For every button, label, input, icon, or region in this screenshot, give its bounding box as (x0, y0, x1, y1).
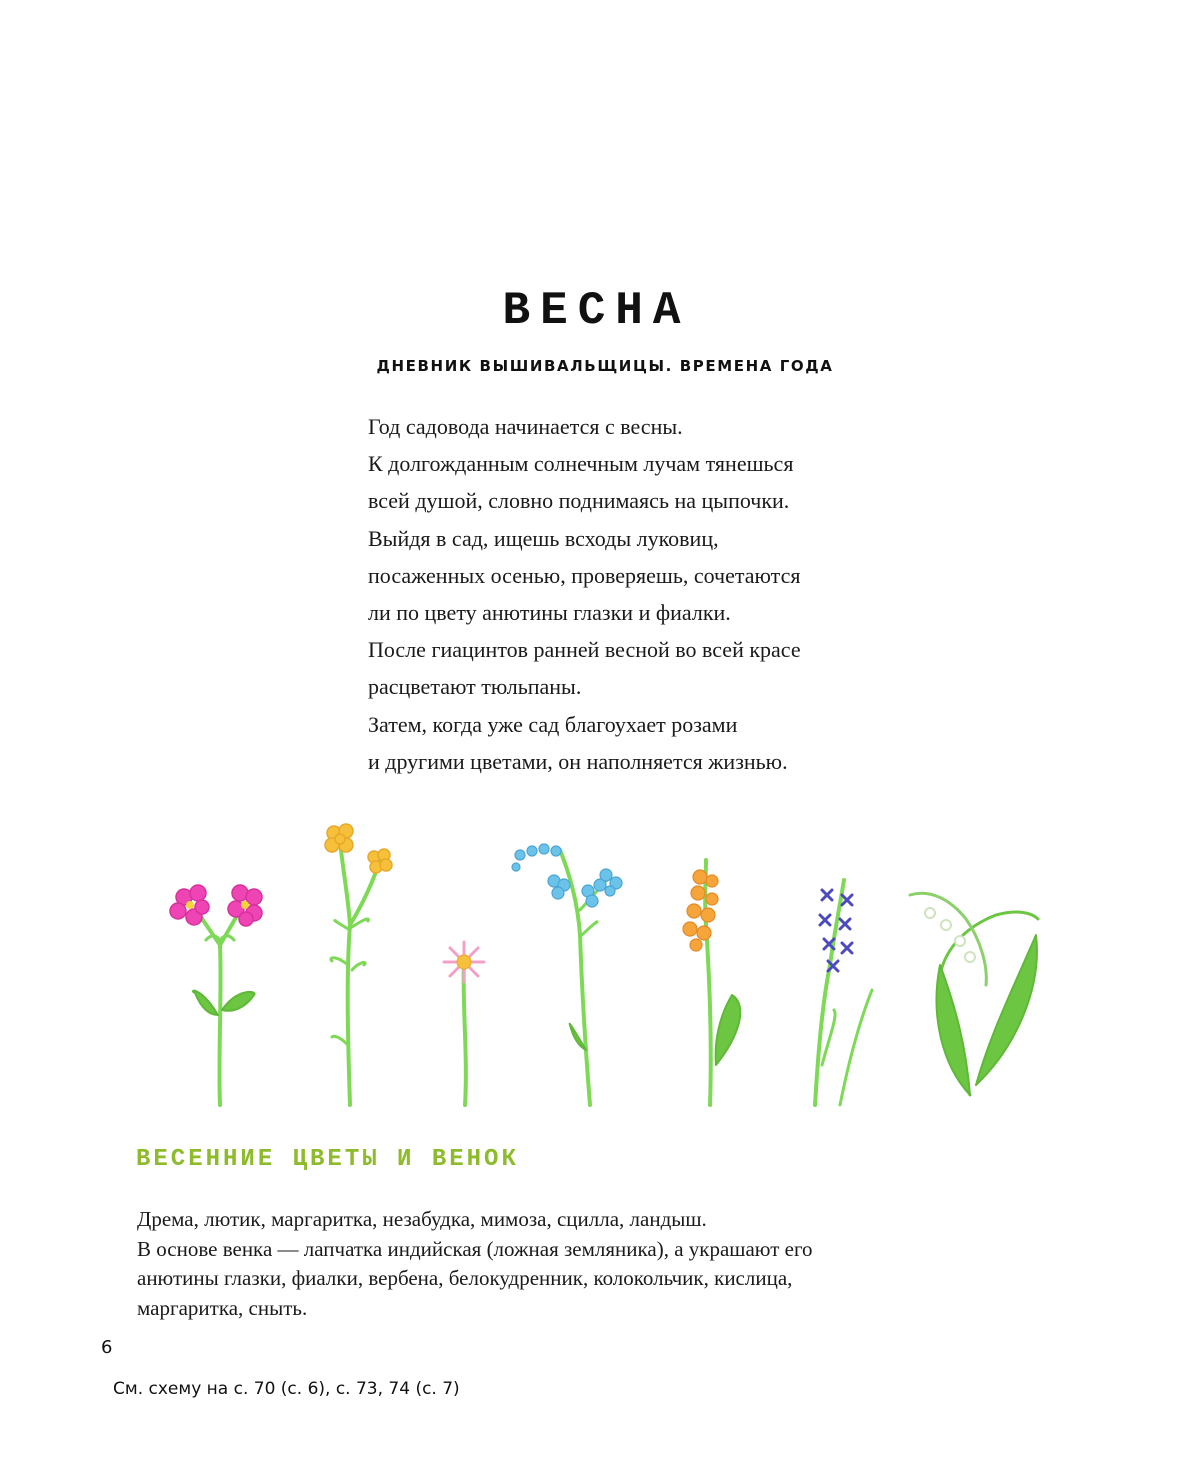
poem-line: расцветают тюльпаны. (368, 674, 582, 700)
section-heading: ВЕСЕННИЕ ЦВЕТЫ И ВЕНОК (136, 1146, 519, 1173)
body-line: Дрема, лютик, маргаритка, незабудка, мимоза, сцилла, ландыш. (137, 1207, 707, 1231)
body-line: анютины глазки, фиалки, вербена, белокудренник, колокольчик, кислица, (137, 1266, 793, 1290)
page-title: ВЕСНА (502, 285, 691, 337)
scilla-flower (815, 880, 872, 1105)
pink-campion-flower (170, 885, 262, 1105)
embroidered-flowers-illustration (150, 815, 1050, 1115)
poem-line: К долгожданным солнечным лучам тянешься (368, 451, 794, 477)
poem-line: всей душой, словно поднимаясь на цыпочки. (368, 488, 790, 514)
poem-line: Затем, когда уже сад благоухает розами (368, 711, 738, 737)
body-line: маргаритка, сныть. (137, 1295, 308, 1320)
lily-of-the-valley-flower (910, 893, 1038, 1095)
poem-line: После гиацинтов ранней весной во всей красе (368, 637, 801, 663)
poem-line: и другими цветами, он наполняется жизнью. (368, 748, 788, 774)
page-number: 6 (101, 1337, 113, 1358)
book-subtitle: ДНЕВНИК ВЫШИВАЛЬЩИЦЫ. ВРЕМЕНА ГОДА (376, 357, 834, 375)
intro-poem (368, 408, 801, 780)
poem-line: Год садовода начинается с весны. (368, 414, 683, 439)
mimosa-flower (683, 860, 740, 1105)
flower-list-text (137, 1205, 813, 1323)
forget-me-not-flower (512, 844, 622, 1105)
daisy-flower (444, 942, 484, 1105)
scheme-reference-note: См. схему на с. 70 (с. 6), с. 73, 74 (с. 7) (113, 1379, 460, 1399)
poem-line: ли по цвету анютины глазки и фиалки. (368, 599, 731, 625)
buttercup-flower (325, 824, 392, 1105)
poem-line: Выйдя в сад, ищешь всходы луковиц, (368, 525, 719, 551)
body-line: В основе венка — лапчатка индийская (ложная земляника), а украшают его (137, 1236, 813, 1261)
poem-line: посаженных осенью, проверяешь, сочетаются (368, 562, 801, 588)
